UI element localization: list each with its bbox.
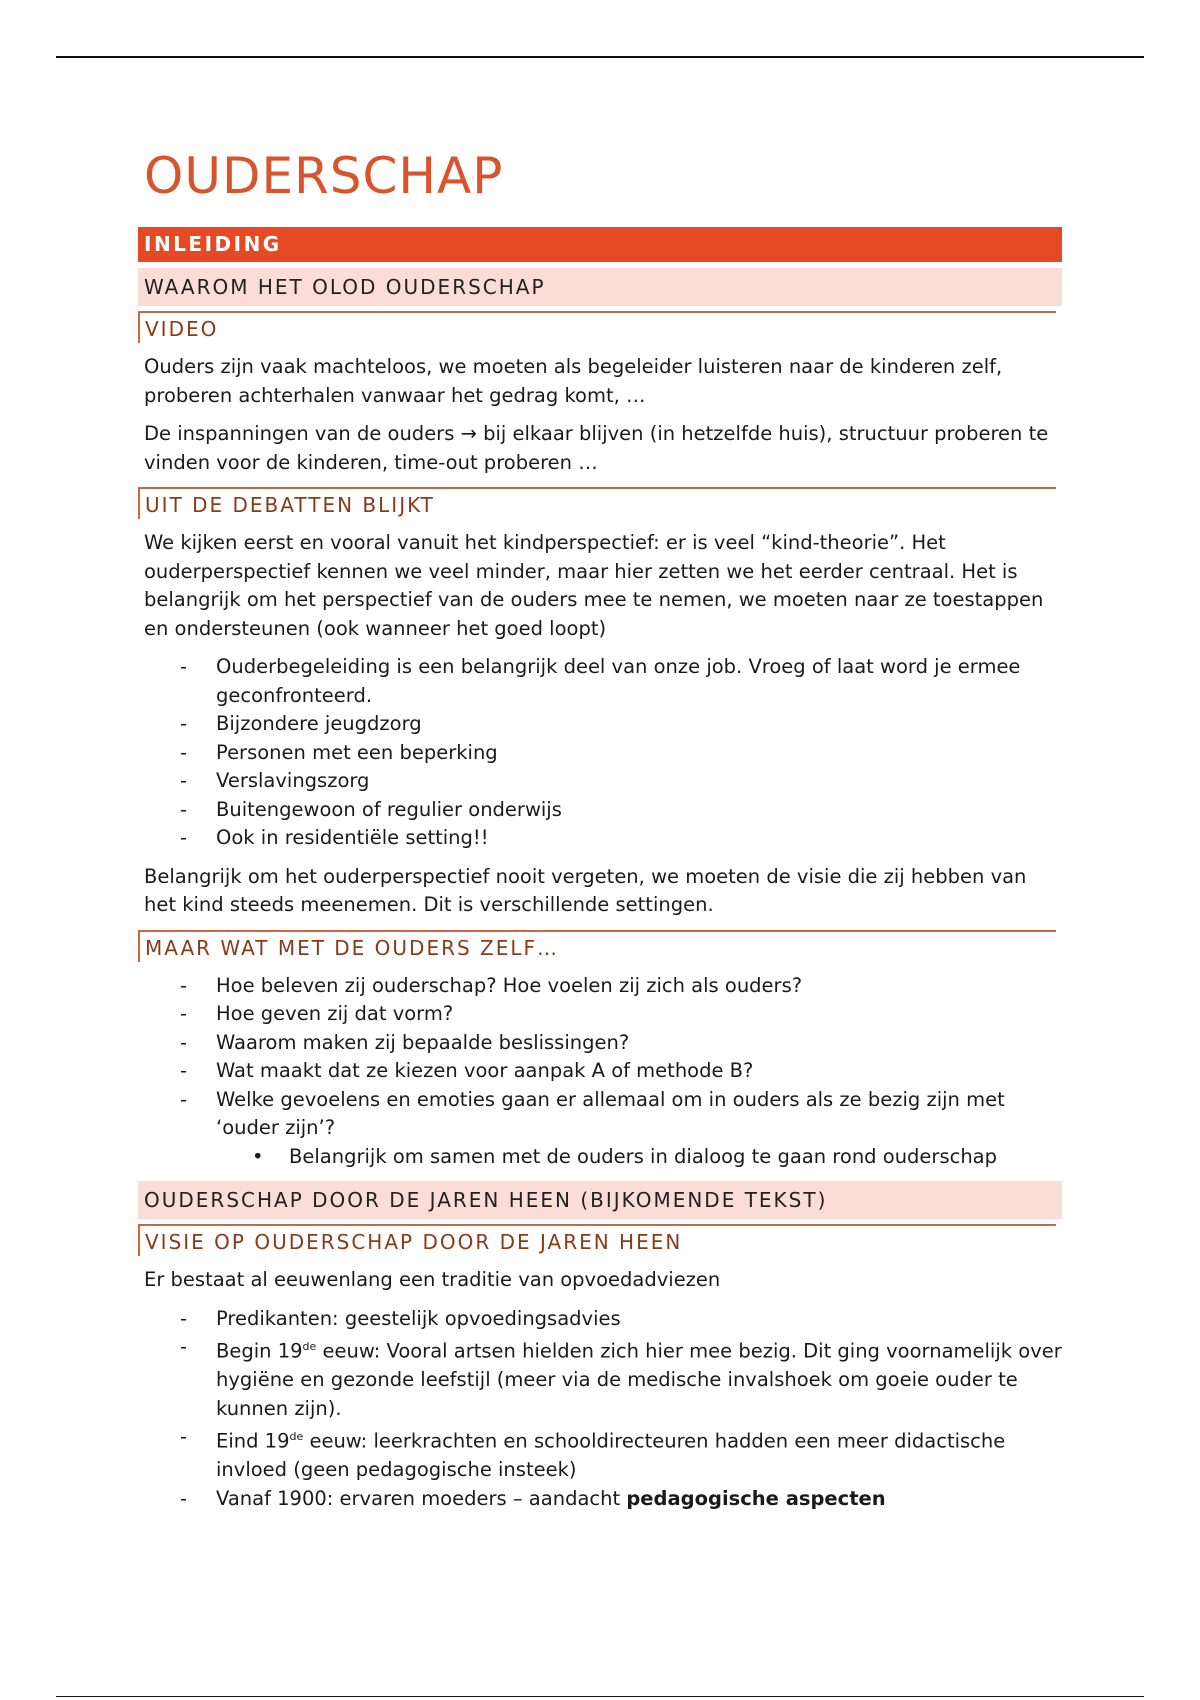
- sub-list: [216, 1143, 1062, 1172]
- list-item-text: Welke gevoelens en emoties gaan er allemaal om in ouders als ze bezig zijn met ‘ouder zijn’?: [216, 1087, 1005, 1139]
- list-item: - Personen met een beperking: [216, 739, 1062, 768]
- heading-ouders-zelf: MAAR WAT MET DE OUDERS ZELF…: [138, 930, 1056, 962]
- list-item: - Verslavingszorg: [216, 767, 1062, 796]
- list-item: - Hoe geven zij dat vorm?: [216, 1000, 1062, 1029]
- list-item: - Waarom maken zij bepaalde beslissingen?: [216, 1029, 1062, 1058]
- list-item: - Buitengewoon of regulier onderwijs: [216, 796, 1062, 825]
- list-item: - Bijzondere jeugdzorg: [216, 710, 1062, 739]
- list-debatten: [138, 653, 1062, 853]
- heading-waarom: WAAROM HET OLOD OUDERSCHAP: [138, 268, 1062, 306]
- list-visie: [138, 1305, 1062, 1514]
- paragraph: Er bestaat al eeuwenlang een traditie van opvoedadviezen: [144, 1268, 721, 1291]
- footer-rule: [56, 1696, 1144, 1697]
- heading-visie: VISIE OP OUDERSCHAP DOOR DE JAREN HEEN: [138, 1224, 1056, 1256]
- list-item: - Predikanten: geestelijk opvoedingsadvies: [216, 1305, 1062, 1334]
- list-item: - Ouderbegeleiding is een belangrijk deel van onze job. Vroeg of laat word je ermee geconfronteerd.: [216, 653, 1062, 710]
- header-rule: [56, 56, 1144, 58]
- heading-jaren: OUDERSCHAP DOOR DE JAREN HEEN (BIJKOMENDE TEKST): [138, 1181, 1062, 1219]
- paragraph: Ouders zijn vaak machteloos, we moeten als begeleider luisteren naar de kinderen zelf, proberen achterhalen vanwaar het gedrag komt, …: [144, 355, 1003, 407]
- paragraph: Belangrijk om het ouderperspectief nooit vergeten, we moeten de visie die zij hebben van het kind steeds meenemen. Dit is verschillende settingen.: [144, 864, 1027, 916]
- list-item: - Eind 19de eeuw: leerkrachten en schooldirecteuren hadden een meer didactische invloed (geen pedagogische insteek): [216, 1423, 1062, 1485]
- page-title: OUDERSCHAP: [144, 147, 504, 205]
- heading-debatten: UIT DE DEBATTEN BLIJKT: [138, 487, 1056, 519]
- paragraph: De inspanningen van de ouders → bij elkaar blijven (in hetzelfde huis), structuur proberen te vinden voor de kinderen, time-out proberen …: [144, 422, 1049, 474]
- list-item: [216, 1086, 1062, 1172]
- heading-video: VIDEO: [138, 311, 1056, 343]
- list-item: - Vanaf 1900: ervaren moeders – aandacht pedagogische aspecten: [216, 1485, 1062, 1514]
- list-item: - Begin 19de eeuw: Vooral artsen hielden zich hier mee bezig. Dit ging voornamelijk over hygiëne en gezonde leefstijl (meer via de medische invalshoek om goeie ouder te kunnen zijn).: [216, 1333, 1062, 1423]
- list-item: - Ook in residentiële setting!!: [216, 824, 1062, 853]
- heading-inleiding: INLEIDING: [138, 227, 1062, 262]
- list-item: - Hoe beleven zij ouderschap? Hoe voelen zij zich als ouders?: [216, 972, 1062, 1001]
- list-ouders: [138, 972, 1062, 1172]
- list-item: - Wat maakt dat ze kiezen voor aanpak A of methode B?: [216, 1057, 1062, 1086]
- paragraph: We kijken eerst en vooral vanuit het kindperspectief: er is veel “kind-theorie”. Het ouderperspectief kennen we veel minder, maar hier zetten we het eerder centraal. Het is belangrijk om het perspectief van de ouders mee te nemen, we moeten naar ze toestappen en ondersteunen (ook wanneer het goed loopt): [144, 531, 1044, 640]
- bold-text: pedagogische aspecten: [626, 1486, 886, 1510]
- sub-list-item: • Belangrijk om samen met de ouders in dialoog te gaan rond ouderschap: [289, 1143, 1062, 1172]
- document-page: [138, 147, 1062, 1523]
